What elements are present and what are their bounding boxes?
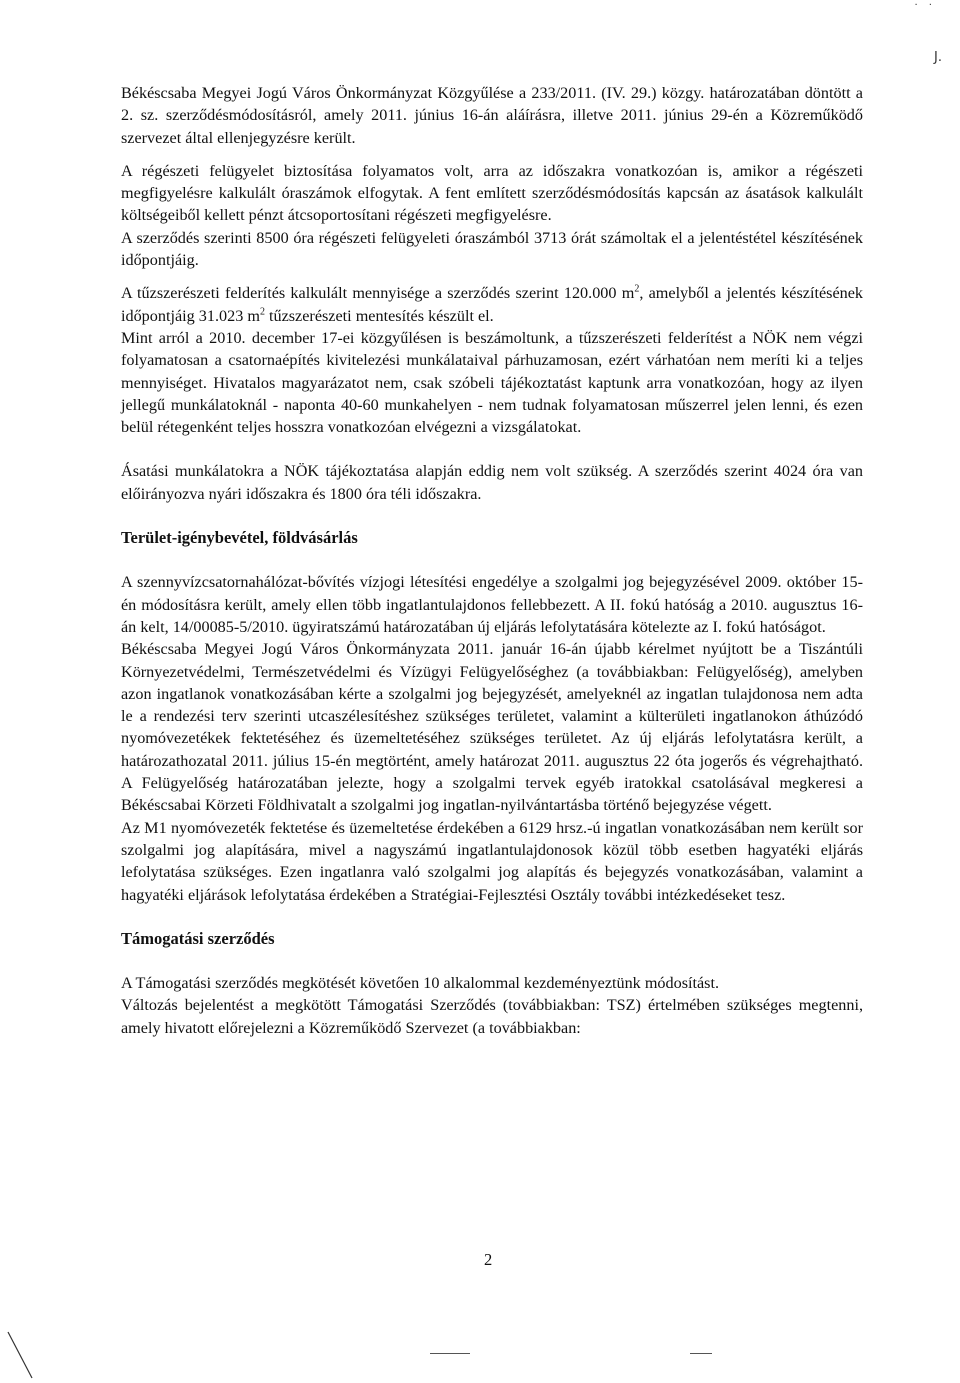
scan-speck-marks: · · — [914, 0, 936, 11]
paragraph-grant-amendments: A Támogatási szerződés megkötését követően 10 alkalommal kezdeményeztünk módosítást. — [121, 974, 720, 993]
section-heading-land-use: Terület-igénybevétel, földvásárlás — [121, 528, 358, 548]
document-body — [121, 82, 863, 1039]
section-heading-grant-contract: Támogatási szerződés — [121, 928, 275, 948]
paragraph-excavation: Ásatási munkálatokra a NÖK tájékoztatása alapján eddig nem volt szükség. A szerződés szerint 4024 óra van előirányozva nyári időszakra és 1800 óra téli időszakra. — [121, 462, 863, 503]
paragraph-archaeology-supervision: A régészeti felügyelet biztosítása folyamatos volt, arra az időszakra vonatkozóan is, amikor a régészeti megfigyelésre kalkulált óraszámok elfogytak. A fent említett szerződésmódosítás kapcsán az ásatások kalkulált költségeiből kellett pénzt átcsoportosítani régészeti megfigyelésre. — [121, 161, 863, 225]
paragraph-water-permit: A szennyvízcsatornahálózat-bővítés vízjogi létesítési engedélye a szolgalmi jog bejegyzésével 2009. október 15-én módosításra került, amely ellen több ingatlantulajdonos fellebbezett. A II. fokú hatóság a 2010. augusztus 16-án kelt, 14/00085-5/2010. ügyiratszámú határozatában új eljárás lefolytatására kötelezte az I. fokú hatóságot. — [121, 573, 863, 636]
scan-dash-mark — [690, 1353, 712, 1354]
paragraph-nok-survey: Mint arról a 2010. december 17-ei közgyűlésen is beszámoltunk, a tűzszerészeti felderítést a NÖK nem végzi folyamatosan a csatornaépítés kivitelezési munkálataival párhuzamosan, ezért várhatóan nem meríti ki a teljes mennyiséget. Hivatalos magyarázatot nem, csak szóbeli tájékoztatást kaptunk arra vonatkozóan, hogy az ilyen jellegű munkálatoknál - naponta 40-60 munkahelyen - nem tudnak folyamatosan műszerrel jelen lenni, és ezen belül rétegenként teljes hosszra vonatkozóan elvégezni a vizsgálatokat. — [121, 328, 863, 437]
paragraph-archaeology-hours: A szerződés szerinti 8500 óra régészeti felügyeleti óraszámból 3713 órát számoltak el a jelentéstétel készítésének időpontjáig. — [121, 228, 863, 270]
paragraph-easement-request: Békéscsaba Megyei Jogú Város Önkormányzata 2011. január 16-án újabb kérelmet nyújtott be a Tiszántúli Környezetvédelmi, Természetvédelmi és Vízügyi Felügyelőséghez (a továbbiakban: Felügyelőség), amelyben azon ingatlanok vonatkozásában kérte a szolgalmi jog bejegyzését, amelyeknél az ingatlan tulajdonosa nem adta le a rendezési terv szerinti utcaszélesítéshez szükséges területet, valamint a külterületi ingatlanokon áthúzódó nyomóvezetékek fektetéséhez és üzemeltetéséhez szükséges területet. Az új eljárás lefolytatásra került, a határozathozatal 2011. július 15-én megtörtént, amely határozat 2011. augusztus 22 óta jogerős és végrehajtható. A Felügyelőség határozatában jelezte, hogy a szolgalmi tervek egyéb iratokkal csatolásával megkeresi a Békéscsabai Körzeti Földhivatalt a szolgalmi jog ingatlan-nyilvántartásba történő bejegyzése végett. — [121, 640, 863, 815]
paragraph-explosive-survey: A tűzszerészeti felderítés kalkulált mennyisége a szerződés szerint 120.000 $m^2$, amelyből a jelentés készítésének időpontjáig 31.023 $m^2$ tűzszerészeti mentesítés készült el. — [121, 283, 863, 325]
scan-slash-mark — [6, 1330, 34, 1380]
paragraph-change-notification: Változás bejelentést a megkötött Támogatási Szerződés (továbbiakban: TSZ) értelmében szükséges megtenni, amely hivatott előrejelezni a Közreműködő Szervezet (a továbbiakban: — [121, 996, 863, 1037]
scan-dash-mark — [430, 1353, 470, 1354]
paragraph-m1-pipeline: Az M1 nyomóvezeték fektetése és üzemeltetése érdekében a 6129 hrsz.-ú ingatlan vonatkozásában nem került sor szolgalmi jog alapítására, mivel a nagyszámú ingatlantulajdonosok közül több esetben hagyatéki eljárás lefolytatása szükséges. Ezen ingatlanra való szolgalmi jog alapítás és bejegyzés vonatkozásában, valamint a hagyatéki eljárások lefolytatása érdekében a Stratégiai-Fejlesztési Osztály további intézkedéseket tesz. — [121, 818, 863, 904]
page-number: 2 — [484, 1250, 493, 1269]
paragraph-resolution: Békéscsaba Megyei Jogú Város Önkormányzat Közgyűlése a 233/2011. (IV. 29.) közgy. határozatában döntött a 2. sz. szerződésmódosításról, amely 2011. június 16-án aláírásra, illetve 2011. június 29-én a Közreműködő szervezet által ellenjegyzésre került. — [121, 84, 863, 147]
handwritten-corner-mark: J. — [934, 50, 942, 65]
